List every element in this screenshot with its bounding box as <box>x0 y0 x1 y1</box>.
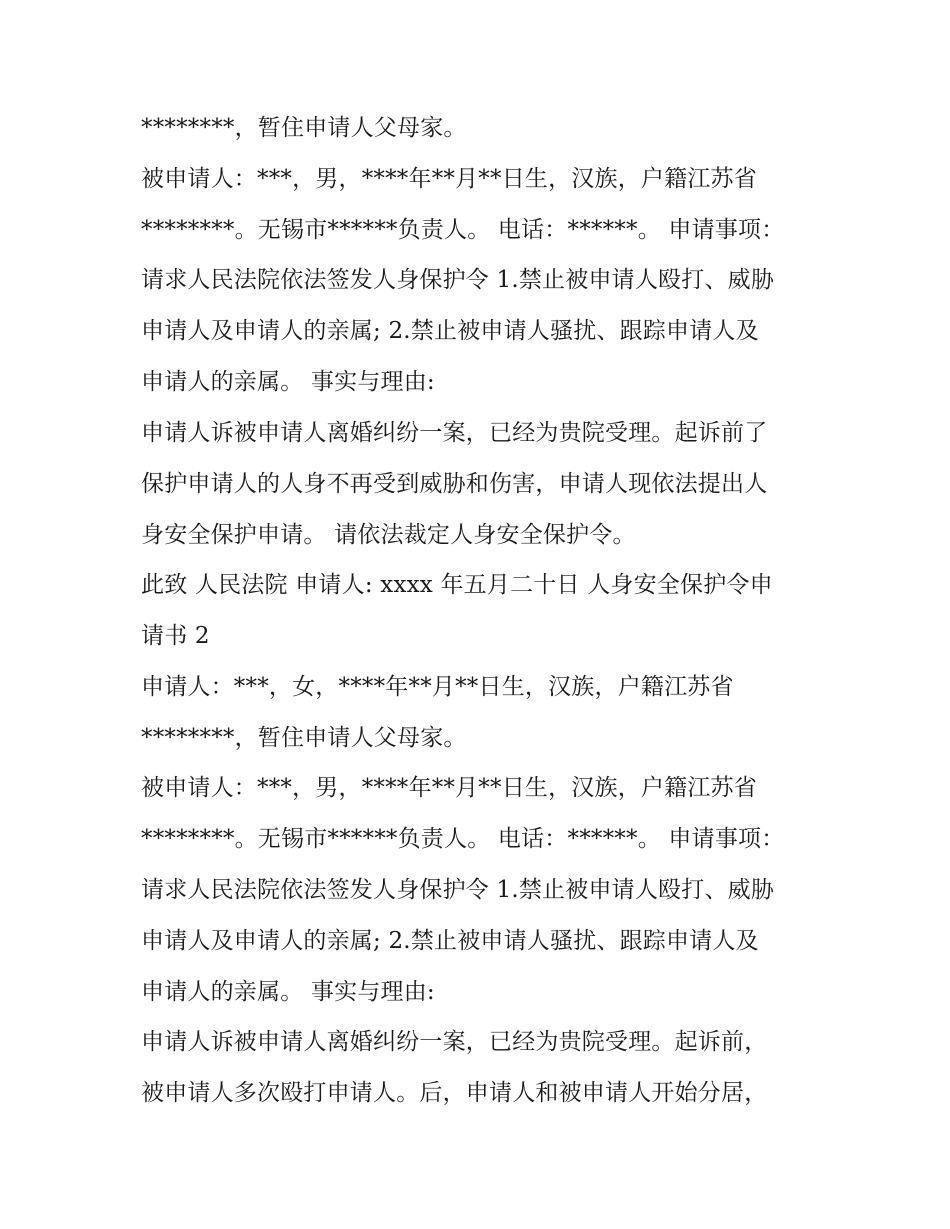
text-line: ********，暂住申请人父母家。 <box>141 115 467 141</box>
text-line: 申请人的亲属。 事实与理由: <box>141 369 435 395</box>
text-line: 申请人诉被申请人离婚纠纷一案，已经为贵院受理。起诉前了 <box>141 420 768 446</box>
text-line: 请书 2 <box>141 623 210 649</box>
text-line: 身安全保护申请。 请依法裁定人身安全保护令。 <box>141 522 636 548</box>
text-line: 申请人及申请人的亲属; 2.禁止被申请人骚扰、跟踪申请人及 <box>141 928 759 954</box>
text-line: 申请人及申请人的亲属; 2.禁止被申请人骚扰、跟踪申请人及 <box>141 318 759 344</box>
text-line: 请求人民法院依法签发人身保护令 1.禁止被申请人殴打、威胁 <box>141 267 775 293</box>
text-line: 此致 人民法院 申请人: xxxx 年五月二十日 人身安全保护令申 <box>141 572 773 598</box>
text-line: 被申请人多次殴打申请人。后，申请人和被申请人开始分居， <box>141 1080 768 1106</box>
text-line: 申请人：***，女，****年**月**日生，汉族，户籍江苏省 <box>141 674 734 700</box>
text-line: ********。无锡市******负责人。 电话：******。 申请事项： <box>141 217 785 243</box>
text-line: ********。无锡市******负责人。 电话：******。 申请事项： <box>141 826 785 852</box>
text-line: 请求人民法院依法签发人身保护令 1.禁止被申请人殴打、威胁 <box>141 877 775 903</box>
text-line: 保护申请人的人身不再受到威胁和伤害，申请人现依法提出人 <box>141 471 768 497</box>
text-line: 被申请人：***，男，****年**月**日生，汉族，户籍江苏省 <box>141 775 757 801</box>
text-line: 申请人的亲属。 事实与理由: <box>141 979 435 1005</box>
text-line: 被申请人：***，男，****年**月**日生，汉族，户籍江苏省 <box>141 166 757 192</box>
text-line: 申请人诉被申请人离婚纠纷一案，已经为贵院受理。起诉前， <box>141 1029 768 1055</box>
text-line: ********，暂住申请人父母家。 <box>141 725 467 751</box>
